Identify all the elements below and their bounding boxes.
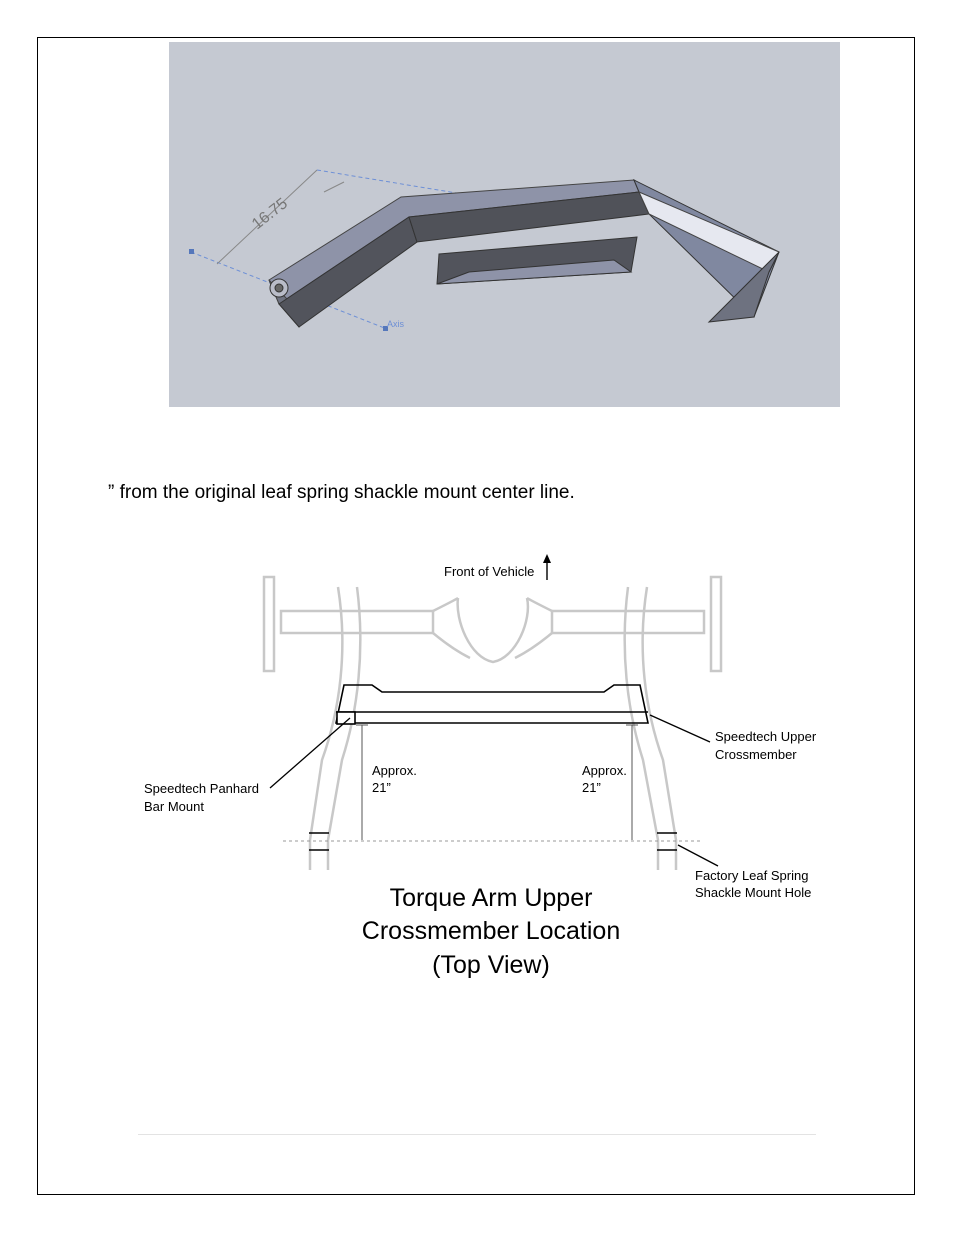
- torque-arm-render: [169, 42, 840, 407]
- diagram-title-line2: Crossmember Location: [361, 917, 621, 945]
- upper-crossmember-label-line2: Crossmember: [715, 747, 797, 762]
- cad-render-image: [169, 42, 840, 407]
- diagram-title-line1: Torque Arm Upper: [389, 884, 593, 912]
- diagram-title-line3: (Top View): [432, 951, 550, 979]
- body-text: ” from the original leaf spring shackle mount center line.: [108, 482, 575, 503]
- dimension-value: 16.75: [248, 195, 292, 234]
- upper-crossmember-label-line1: Speedtech Upper: [715, 729, 817, 744]
- panhard-label-line2: Bar Mount: [144, 799, 204, 814]
- left-dimension-line2: 21”: [372, 780, 391, 795]
- top-view-diagram: [0, 540, 954, 1000]
- right-dimension-line2: 21”: [582, 780, 601, 795]
- left-dimension-line1: Approx.: [372, 763, 417, 778]
- crossmember-location-diagram: [0, 540, 954, 1000]
- shackle-hole-label-line1: Factory Leaf Spring: [695, 868, 809, 883]
- shackle-hole-label-line2: Shackle Mount Hole: [695, 885, 812, 900]
- panhard-label-line1: Speedtech Panhard: [144, 781, 259, 796]
- front-arrow-head: [543, 554, 551, 563]
- axis-label: Axis: [387, 319, 405, 329]
- front-of-vehicle-label: Front of Vehicle: [444, 564, 535, 579]
- right-dimension-line1: Approx.: [582, 763, 627, 778]
- footer-rule: [138, 1134, 816, 1135]
- upper-crossmember: [336, 685, 648, 724]
